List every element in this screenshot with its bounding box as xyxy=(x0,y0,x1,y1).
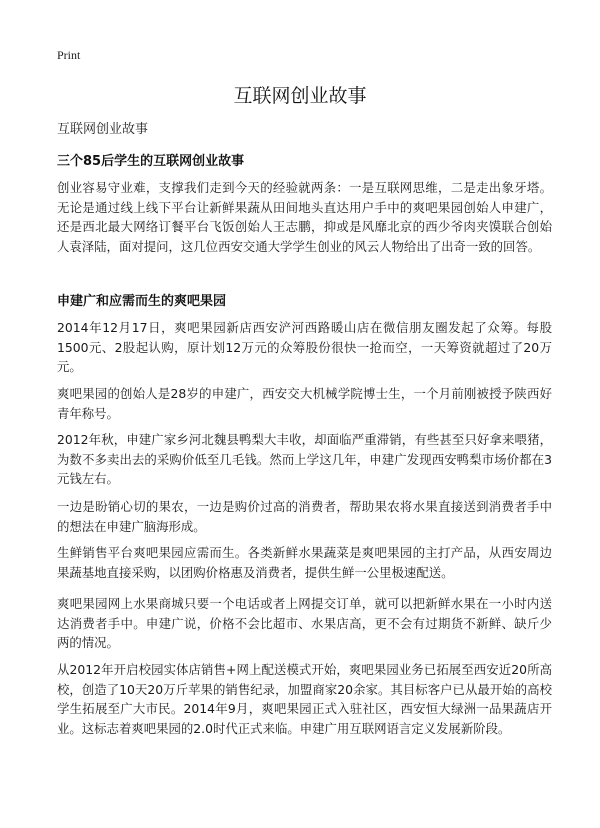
paragraph-online-store: 爽吧果园网上水果商城只要一个电话或者上网提交订单，就可以把新鲜水果在一小时内送达消费者手中。申建广说，价格不会比超市、水果店高，更不会有过期货不新鲜、缺斤少两的情况。 xyxy=(57,596,552,650)
paragraph-expansion: 从2012年开启校园实体店销售+网上配送模式开始，爽吧果园业务已拓展至西安近20所高校，创造了10天20万斤苹果的销售纪录，加盟商家20余家。其目标客户已从最开始的高校学生拓展至广大市民。2014年9月，爽吧果园正式入驻社区，西安恒大绿洲一品果蔬店开业。这标志着爽吧果园的2.0时代正式来临。申建广用互联网语言定义发展新阶段。 xyxy=(57,662,552,736)
section-heading-students: 三个85后学生的互联网创业故事 xyxy=(57,154,245,169)
paragraph-origin: 2012年秋，申建广家乡河北魏县鸭梨大丰收，却面临严重滞销，有些甚至只好拿来喂猪，为数不多卖出去的采购价低至几毛钱。然而上学这几年，申建广发现西安鸭梨市场价都在3元钱左右。 xyxy=(57,432,552,486)
paragraph-intro: 创业容易守业难，支撑我们走到今天的经验就两条：一是互联网思维，二是走出象牙塔。无论是通过线上线下平台让新鲜果蔬从田间地头直达用户手中的爽吧果园创始人申建广，还是西北最大网络订餐平台飞饭创始人王志鹏，抑或是风靡北京的西少爷肉夹馍联合创始人袁泽陆，面对提问，这几位西安交通大学学生创业的风云人物给出了出奇一致的回答。 xyxy=(57,180,552,254)
page-subtitle: 互联网创业故事 xyxy=(57,122,149,137)
paragraph-founder: 爽吧果园的创始人是28岁的申建广，西安交大机械学院博士生，一个月前刚被授予陕西好青年称号。 xyxy=(57,386,552,421)
paragraph-idea: 一边是盼销心切的果农，一边是购价过高的消费者，帮助果农将水果直接送到消费者手中的想法在申建广脑海形成。 xyxy=(57,499,552,534)
paragraph-crowdfunding: 2014年12月17日，爽吧果园新店西安浐河西路暖山店在微信朋友圈发起了众筹。每股1500元、2股起认购，原计划12万元的众筹股份很快一抢而空，一天筹资就超过了20万元。 xyxy=(57,320,552,374)
page-title: 互联网创业故事 xyxy=(233,85,367,107)
print-label: Print xyxy=(57,48,81,62)
section-heading-shuangba: 申建广和应需而生的爽吧果园 xyxy=(57,294,227,309)
paragraph-platform: 生鲜销售平台爽吧果园应需而生。各类新鲜水果蔬菜是爽吧果园的主打产品，从西安周边果蔬基地直接采购，以团购价格惠及消费者，提供生鲜一公里极速配送。 xyxy=(57,545,552,580)
